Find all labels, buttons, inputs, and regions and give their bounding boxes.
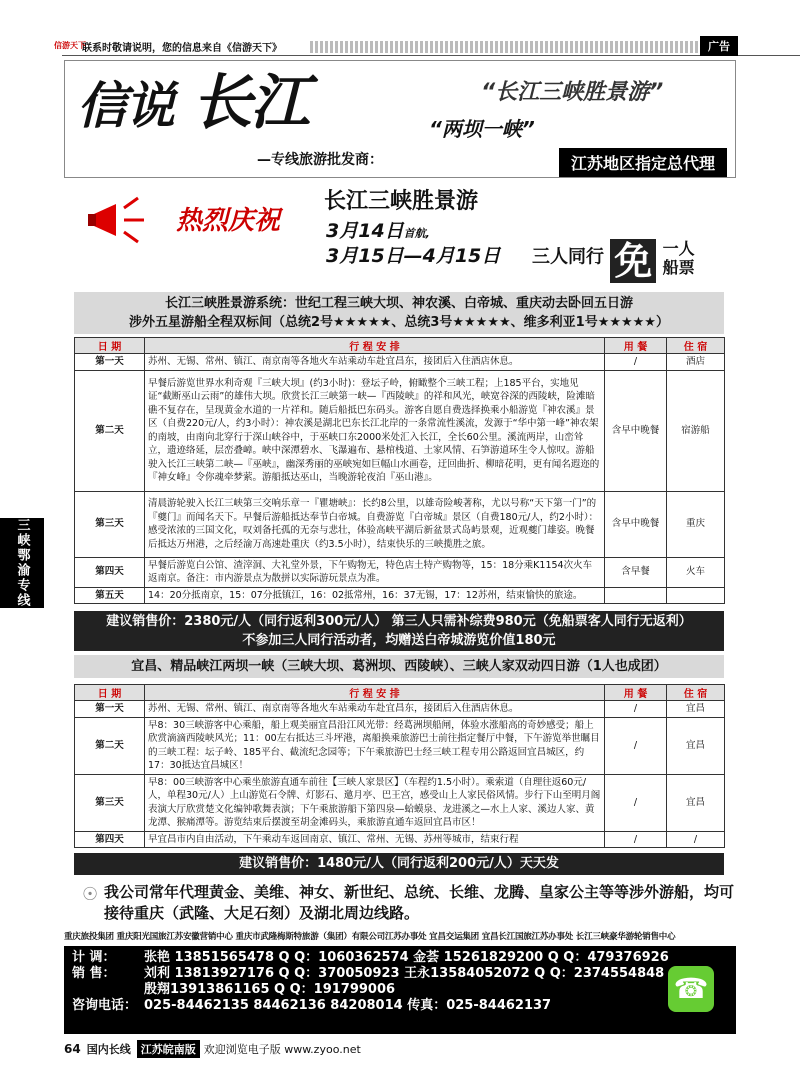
free-ticket-label — [663, 239, 695, 277]
telephone-icon: ☎ — [668, 966, 714, 1012]
row-stay: 宜昌 — [667, 774, 725, 831]
header-plan: 行 程 安 排 — [145, 685, 605, 701]
route-2-price-bar — [74, 853, 724, 875]
celebrate-text: 热烈庆祝 — [176, 206, 281, 236]
row-stay: 酒店 — [667, 354, 725, 371]
table-row — [75, 717, 725, 774]
table-row — [75, 587, 725, 604]
maiden-date: 3月14日 — [326, 220, 404, 242]
free-line-2: 船票 — [662, 257, 695, 277]
table-row — [75, 370, 725, 491]
row-stay: 重庆 — [667, 491, 725, 557]
slogan-secondary: “两坝一峡” — [429, 117, 535, 141]
row-plan: 早8：00三峡游客中心乘坐旅游直通车前往【三峡人家景区】（车程约1.5小时）。乘索道（自理往返60元/人，单程30元/人）上山游览石令牌、灯影石、邀月亭、巴王宫，感受山上人家民俗风情。步行下山至明月阁表演大厅欣赏楚文化编钟歌舞表演；下午乘旅游船下第四泉—蛤蟆泉、龙进溪之—水上人家、溪边人家、黄龙潭、猴痛潭等。游览结束后摆渡至胡金滩码头，乘旅游直通车返回宜昌市区！ — [145, 774, 605, 831]
row-day: 第二天 — [75, 717, 145, 774]
general-agent-badge: 江苏地区指定总代理 — [559, 148, 727, 177]
route-1-title-line-2: 涉外五星游船全程双标间（总统2号★★★★★、总统3号★★★★★、维多利亚1号★★★★★） — [129, 315, 669, 330]
publication-logo: 信游天下 — [54, 41, 86, 50]
contact-row-planners — [72, 950, 728, 966]
table-header-row — [75, 338, 725, 354]
slogan-primary: “长江三峡胜景游” — [481, 80, 664, 105]
partner-offices: 重庆旅投集团 重庆阳光国旅江苏安徽营销中心 重庆市武隆梅斯特旅游（集团）有限公司江苏办事处 宜昌交运集团 宜昌长江国旅江苏办事处 长江三峡豪华游轮销售中心 — [64, 932, 676, 942]
section-name: 国内长线 — [86, 1043, 131, 1056]
source-notice: 联系时敬请说明，您的信息来自《信游天下》 — [82, 43, 282, 54]
row-day: 第五天 — [75, 587, 145, 604]
row-day: 第二天 — [75, 370, 145, 491]
row-day: 第三天 — [75, 491, 145, 557]
route-2-price: 建议销售价：1480元/人（同行返利200元/人）天天发 — [239, 856, 559, 871]
table-row — [75, 557, 725, 587]
header-stay: 住 宿 — [667, 685, 725, 701]
row-meal: 含早餐 — [605, 557, 667, 587]
header-meal: 用 餐 — [605, 338, 667, 354]
row-stay: 火车 — [667, 557, 725, 587]
page-number: 64 — [64, 1042, 81, 1056]
row-meal: / — [605, 717, 667, 774]
contact-label-sales: 销 售： — [72, 966, 116, 981]
brand-title — [77, 68, 308, 138]
table-row — [75, 831, 725, 848]
company-mark-icon: ☉ — [82, 884, 99, 905]
decorative-strip — [310, 41, 700, 53]
table-row — [75, 491, 725, 557]
row-plan: 清晨游轮驶入长江三峡第三交响乐章一『瞿塘峡』：长约8公里，以雄奇险峻著称，尤以号称“天下第一门”的『夔门』而闻名天下。早餐后游船抵达奉节白帝城。自费游览『白帝城』景区（自费180元/人，约2小时）：感受浓浓的三国文化，叹刘备托孤的无奈与悲壮，体验高峡平湖后新盆景式岛屿景观，近观夔门雄姿。晚餐后抵达万州港，之后经渝万高速赴重庆（约3.5小时），结束快乐的三峡揽胜之旅。 — [145, 491, 605, 557]
row-meal: / — [605, 774, 667, 831]
row-meal: 含早中晚餐 — [605, 370, 667, 491]
table-row — [75, 774, 725, 831]
contact-sales-2: 殷翔13913861165 Q Q：191799006 — [144, 982, 396, 997]
contact-panel — [64, 946, 736, 1034]
contact-planners: 张艳 13851565478 Q Q：1060362574 金荟 15261829200 Q Q：479376926 — [144, 950, 669, 965]
brand-part-2: 长江 — [191, 68, 308, 138]
row-stay: 宜昌 — [667, 717, 725, 774]
free-line-1: 一人 — [662, 238, 695, 258]
row-plan: 苏州、无锡、常州、镇江、南京南等各地火车站乘动车赴宜昌东，接团后入住酒店休息。 — [145, 701, 605, 718]
row-day: 第一天 — [75, 354, 145, 371]
page-footer — [64, 1040, 736, 1058]
promo-banner — [64, 180, 736, 283]
row-plan: 早8：30三峡游客中心乘船，船上观美丽宜昌沿江风光带：经葛洲坝船闸，体验水涨船高的奇妙感受；船上欣赏滴滴西陵峡风光；11：00左右抵达三斗坪港，离船换乘旅游巴士前往指定餐厅中餐，下午游览举世瞩目的三峡工程：坛子岭、185平台、截流纪念园等；下午乘旅游巴士经三峡工程专用公路返回宜昌城区，约17：30抵达宜昌城区！ — [145, 717, 605, 774]
ad-header — [64, 60, 736, 178]
route-2-title: 宜昌、精品峡江两坝一峡（三峡大坝、葛洲坝、西陵峡）、三峡人家双动四日游（1人也成团） — [74, 655, 724, 678]
row-day: 第一天 — [75, 701, 145, 718]
row-stay: 宜昌 — [667, 701, 725, 718]
company-agency-note: 我公司常年代理黄金、美维、神女、新世纪、总统、长维、龙腾、皇家公主等等涉外游船，均可接待重庆（武隆、大足石刻）及湖北周边线路。 — [104, 883, 735, 922]
row-day: 第四天 — [75, 557, 145, 587]
maiden-note: 首航, — [403, 227, 430, 240]
row-stay: / — [667, 831, 725, 848]
row-meal: / — [605, 701, 667, 718]
promo-dates — [326, 220, 500, 268]
contact-row-sales-2 — [72, 982, 728, 998]
route-1-title-line-1: 长江三峡胜景游系统：世纪工程三峡大坝、神农溪、白帝城、重庆动去卧回五日游 — [164, 296, 633, 311]
route-1-price: 建议销售价：2380元/人（同行返利300元/人） 第三人只需补综费980元（免船票客人同行无返利） — [106, 614, 692, 629]
route-1-price-note: 不参加三人同行活动者，均赠送白帝城游览价值180元 — [242, 633, 556, 648]
table-row — [75, 701, 725, 718]
row-meal: 含早中晚餐 — [605, 491, 667, 557]
row-day: 第三天 — [75, 774, 145, 831]
edition-badge: 江苏皖南版 — [137, 1040, 200, 1058]
row-day: 第四天 — [75, 831, 145, 848]
route-1-itinerary-table — [74, 337, 725, 604]
row-meal — [605, 587, 667, 604]
brand-part-1: 信说 — [77, 76, 173, 135]
header-plan: 行 程 安 排 — [145, 338, 605, 354]
table-header-row — [75, 685, 725, 701]
row-meal: / — [605, 831, 667, 848]
row-plan: 早宜昌市内自由活动，下午乘动车返回南京、镇江、常州、无锡、苏州等城市，结束行程 — [145, 831, 605, 848]
route-category-tab: 三峡鄂渝专线 — [0, 518, 44, 608]
contact-row-hotline — [72, 998, 728, 1014]
route-2-itinerary-table — [74, 684, 725, 848]
contact-label-planners: 计 调： — [72, 950, 116, 965]
contact-sales: 刘利 13813927176 Q Q：370050923 王永13584052072 Q Q：2374554848 — [144, 966, 665, 981]
contact-hotline: 025-84462135 84462136 84208014 传真：025-84462137 — [144, 998, 552, 1013]
website-link[interactable]: 欢迎浏览电子版 www.zyoo.net — [203, 1043, 361, 1056]
wholesaler-label: —专线旅游批发商： — [257, 152, 383, 168]
contact-label-hotline: 咨询电话： — [72, 998, 138, 1013]
header-meal: 用 餐 — [605, 685, 667, 701]
row-stay: 宿游船 — [667, 370, 725, 491]
route-1-price-bar — [74, 611, 724, 651]
promo-period: 3月15日—4月15日 — [326, 245, 501, 267]
header-stay: 住 宿 — [667, 338, 725, 354]
row-stay — [667, 587, 725, 604]
row-meal: / — [605, 354, 667, 371]
free-badge: 免 — [610, 239, 656, 283]
row-plan: 早餐后游览白公馆、渣滓洞、大礼堂外景，下午购物无，特色店土特产购物等，15：18分乘K1154次火车返南京。备注：市内游景点为散拼以实际游玩景点为准。 — [145, 557, 605, 587]
table-row — [75, 354, 725, 371]
header-day: 日 期 — [75, 338, 145, 354]
free-ticket-offer — [532, 230, 695, 285]
free-prefix: 三人同行 — [532, 246, 604, 268]
ad-tag: 广告 — [700, 36, 738, 56]
row-plan: 14：20分抵南京，15：07分抵镇江，16：02抵常州，16：37无锡，17：12苏州，结束愉快的旅途。 — [145, 587, 605, 604]
row-plan: 早餐后游览世界水利奇观『三峡大坝』(约3小时)：登坛子岭，俯瞰整个三峡工程；上185平台，实地见证“截断巫山云雨”的雄伟大坝。欣赏长江三峡第一峡—『西陵峡』的祥和风光，峡宽谷深的西陵峡，险滩暗礁不复存在，呈现黄金水道的一片祥和。随后船抵巴东码头。游客自愿自费选择换乘小船游览『神农溪』景区（自费220元/人，约3小时）：神农溪是湖北巴东长江北岸的一条常流性溪流，发源于“华中第一峰”神农架的南坡，由南向北穿行于深山峡谷中，于巫峡口东2000米处汇入长江，全长60公里。溪流两岸，山峦耸立，遗迹络延，层峦叠嶂。峡中深潭碧水、飞瀑遍布、悬棺栈道、土家风情、石笋游道环生令人惊叹。游船驶入长江三峡第二峡—『巫峡』，幽深秀丽的巫峡宛如巨幅山水画卷，迂回曲折、柳暗花明，更有闻名遐迩的『神女峰』令你魂牵梦萦。游船抵达巫山，当晚游轮夜泊『巫山港』。 — [145, 370, 605, 491]
megaphone-icon — [86, 190, 156, 250]
row-plan: 苏州、无锡、常州、镇江、南京南等各地火车站乘动车赴宜昌东，接团后入住酒店休息。 — [145, 354, 605, 371]
promo-title: 长江三峡胜景游 — [324, 189, 479, 214]
contact-row-sales — [72, 966, 728, 982]
header-day: 日 期 — [75, 685, 145, 701]
route-1-title — [74, 292, 724, 334]
